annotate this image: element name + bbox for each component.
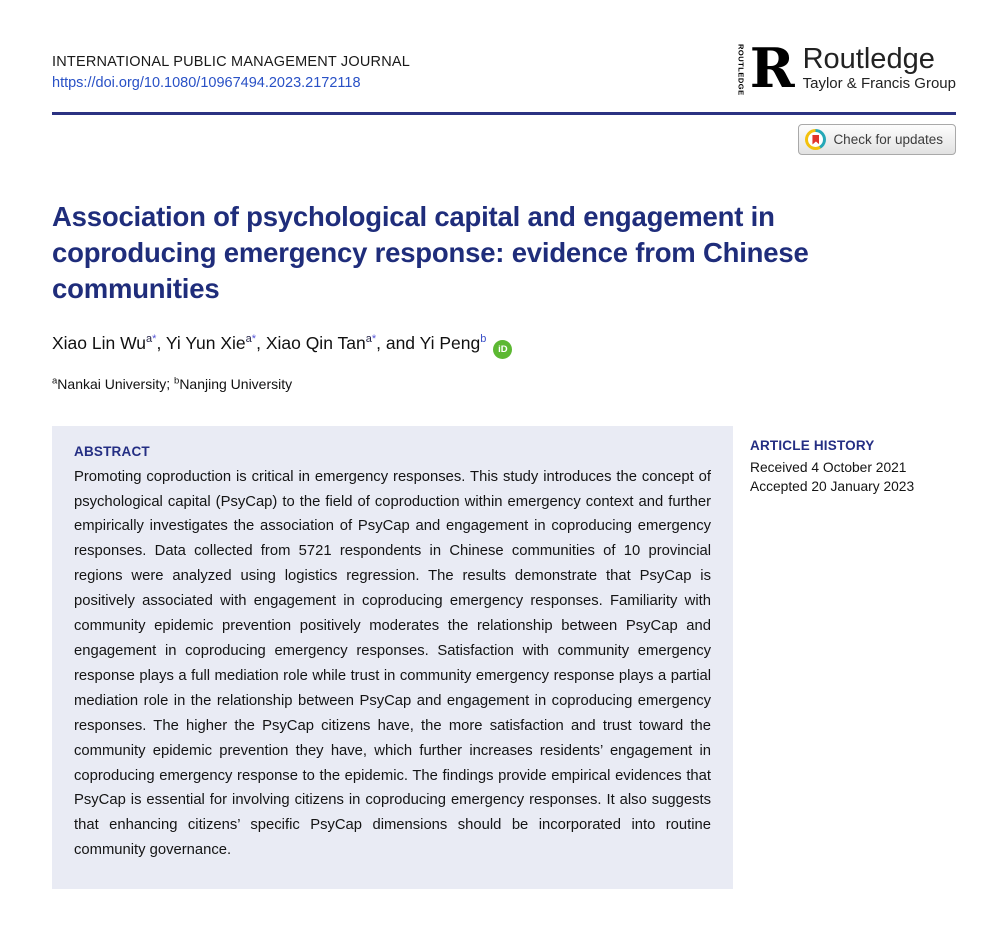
received-date: Received 4 October 2021 (750, 459, 907, 475)
publisher-group: Taylor & Francis Group (802, 75, 956, 92)
author: Xiao Qin Tan$^{a*}$, and (265, 333, 420, 353)
corresponding-author-link[interactable]: * (251, 333, 257, 346)
accepted-date: Accepted 20 January 2023 (750, 479, 915, 495)
doi-link[interactable]: https://doi.org/10.1080/10967494.2023.2172118 (52, 75, 361, 91)
routledge-r-icon: R (749, 36, 795, 100)
check-for-updates-button[interactable] (798, 124, 956, 155)
badge-row (52, 124, 956, 155)
main-columns (52, 426, 956, 890)
author: Yi Peng$^b$ (419, 333, 487, 353)
abstract-box (52, 426, 733, 890)
affiliations: $^a$Nankai University; $^b$Nanjing University (52, 375, 293, 392)
corresponding-author-link[interactable]: * (152, 333, 157, 346)
orcid-icon[interactable]: iD (493, 340, 512, 359)
header-divider (52, 112, 956, 115)
corresponding-author-link[interactable]: * (371, 333, 377, 346)
routledge-vertical-wordmark: ROUTLEDGE (736, 44, 746, 96)
article-history (733, 426, 951, 890)
publisher-logo (737, 38, 956, 100)
abstract-text: Promoting coproduction is critical in emergency responses. This study introduces the concept of psychological capital (PsyCap) to the field of coproduction within emergency context and further empirically investigates the association of PsyCap and engagement in coproducing emergency responses. Data collected from 5721 respondents in Chinese communities of 10 provincial regions were analyzed using logistics regression. The results demonstrate that PsyCap is positively associated with engagement in coproducing emergency responses. Familiarity with community epidemic prevention positively moderates the relationship between PsyCap and engagement in coproducing emergency responses. Satisfaction with community emergency response plays a full mediation role while trust in community emergency response plays a partial mediation role in the relationship between PsyCap and engagement in coproducing emergency responses. The higher the PsyCap citizens have, the more satisfaction and trust toward the community epidemic prevention they have, which further increases residents’ engagement in coproducing emergency response to the epidemic. The findings provide empirical evidences that PsyCap is essential for involving citizens in coproducing emergency responses. It also suggests that enhancing citizens’ specific PsyCap dimensions should be incorporated into routine community governance. (74, 468, 711, 859)
journal-name: INTERNATIONAL PUBLIC MANAGEMENT JOURNAL (52, 54, 411, 70)
publisher-wordmark (799, 38, 956, 92)
affiliation: $^b$Nanjing University (174, 375, 293, 392)
author: Yi Yun Xie$^{a*}$, (165, 333, 266, 353)
author-list (52, 333, 956, 359)
article-title: Association of psychological capital and engagement in coproducing emergency response: evidence from Chinese communities (52, 201, 809, 304)
publisher-name: Routledge (802, 43, 935, 75)
affiliation: $^a$Nankai University (52, 375, 167, 392)
abstract-heading: ABSTRACT (74, 443, 150, 459)
author: Xiao Lin Wu$^{a*}$, (52, 333, 166, 353)
journal-block (52, 50, 410, 92)
check-for-updates-label: Check for updates (833, 132, 943, 147)
crossmark-icon (805, 129, 826, 150)
page-header (52, 36, 956, 100)
article-history-heading: ARTICLE HISTORY (750, 437, 875, 453)
